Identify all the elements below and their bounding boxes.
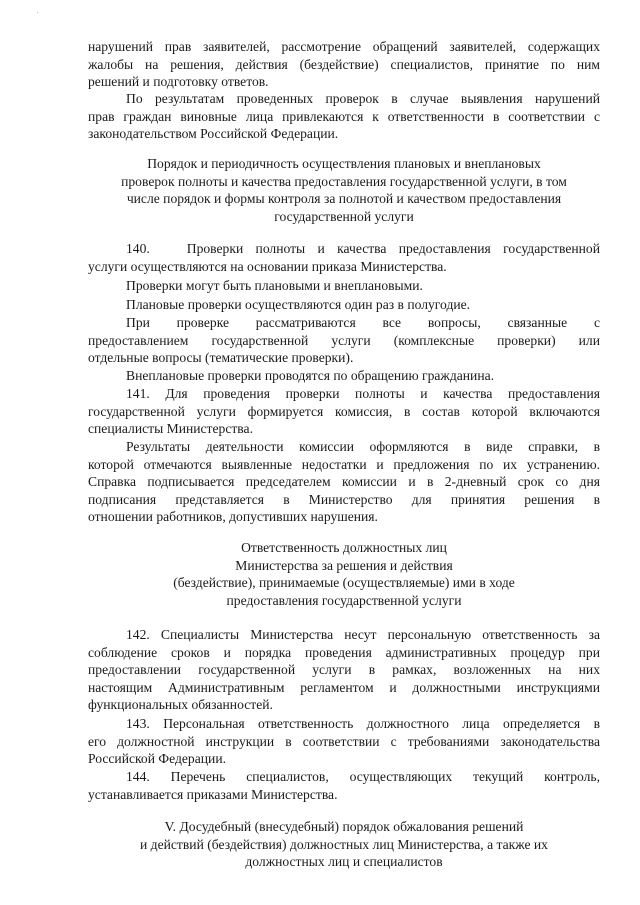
heading-line: (бездействие), принимаемые (осуществляемые) ими в ходе	[173, 575, 515, 590]
text-line: 143. Персональная ответственность должностного лица определяется в	[126, 716, 600, 731]
text-line: услуги осуществляются на основании приказа Министерства.	[88, 258, 447, 274]
text-line: При проверке рассматриваются все вопросы, связанные с	[126, 315, 600, 330]
heading-line: должностных лиц и специалистов	[245, 854, 443, 869]
text-line: соблюдение сроков и порядка проведения административных процедур при	[88, 644, 600, 660]
paragraph-141-results	[88, 438, 600, 526]
text-line: предоставлении государственной услуги в рамках, возложенных на них	[88, 662, 600, 677]
heading-line: числе порядок и формы контроля за полнотой и качеством предоставления	[126, 191, 562, 206]
heading-line: Порядок и периодичность осуществления плановых и внеплановых	[147, 156, 541, 171]
text-line: отдельные вопросы (тематические проверки).	[88, 350, 354, 365]
text-line: которой отмечаются выявленные недостатки и предложения по их устранению.	[88, 456, 600, 472]
text-line: 140. Проверки полноты и качества предоставления государственной	[126, 241, 600, 256]
text-line: предоставлением государственной услуги (комплексные проверки) или	[88, 332, 600, 348]
paragraph-144	[88, 768, 600, 803]
text-line: устанавливается приказами Министерства.	[88, 786, 338, 802]
text-line: решений и подготовку ответов.	[88, 74, 269, 89]
heading-line: проверок полноты и качества предоставления государственной услуги, в том	[121, 173, 567, 189]
heading-line: предоставления государственной услуги	[226, 592, 462, 608]
text-line: По результатам проведенных проверок в случае выявления нарушений	[126, 91, 600, 106]
text-line: жалобы на решения, действия (бездействие) специалистов, принятие по ним	[88, 56, 600, 72]
text-line: его должностной инструкции в соответствии с требованиями законодательства	[88, 733, 600, 749]
text-line: Внеплановые проверки проводятся по обращению гражданина.	[126, 368, 495, 383]
text-line: подписания представляется в Министерство для принятия решения в	[88, 491, 600, 507]
paragraph-results	[88, 90, 600, 143]
paragraph-141	[88, 385, 600, 438]
text-line: государственной услуги формируется комиссия, в состав которой включаются	[88, 403, 600, 419]
paragraph-140	[88, 240, 600, 275]
paragraph-140-planned	[88, 296, 600, 314]
text-line: прав граждан виновные лица привлекаются к ответственности в соответствии с	[88, 108, 600, 124]
text-line: 141. Для проведения проверки полноты и качества предоставления	[126, 386, 600, 401]
paragraph-140-scope	[88, 314, 600, 367]
text-line: Плановые проверки осуществляются один раз в полугодие.	[126, 297, 471, 312]
text-line: отношении работников, допустивших нарушения.	[88, 509, 378, 524]
heading-line: государственной услуги	[274, 208, 414, 224]
text-line: Проверки могут быть плановыми и внеплановыми.	[126, 278, 423, 293]
text-line: законодательством Российской Федерации.	[88, 126, 339, 141]
text-line: нарушений прав заявителей, рассмотрение обращений заявителей, содержащих	[88, 39, 600, 54]
paragraph-142	[88, 626, 600, 714]
text-line: настоящим Административным регламентом и должностными инструкциями	[88, 679, 600, 695]
text-line: Справка подписывается председателем комиссии и в 2-дневный срок со дня	[88, 474, 600, 489]
paragraph-continuation	[88, 38, 600, 91]
paragraph-140-types	[88, 277, 600, 295]
section-heading-appeal	[88, 818, 600, 871]
heading-line: и действий (бездействия) должностных лиц Министерства, а также их	[140, 836, 548, 852]
heading-line: Министерства за решения и действия	[235, 557, 453, 573]
text-line: Российской Федерации.	[88, 751, 226, 766]
paragraph-143	[88, 715, 600, 768]
section-heading-inspections	[88, 155, 600, 225]
text-line: Результаты деятельности комиссии оформляются в виде справки, в	[126, 439, 600, 454]
text-line: функциональных обязанностей.	[88, 697, 273, 712]
paragraph-140-unplanned	[88, 367, 600, 385]
heading-line: V. Досудебный (внесудебный) порядок обжалования решений	[164, 819, 524, 834]
text-line: 142. Специалисты Министерства несут персональную ответственность за	[126, 627, 600, 642]
text-line: специалисты Министерства.	[88, 421, 253, 436]
text-line: 144. Перечень специалистов, осуществляющих текущий контроль,	[126, 769, 600, 784]
heading-line: Ответственность должностных лиц	[241, 540, 447, 555]
scan-speck	[37, 12, 38, 13]
section-heading-responsibility	[88, 539, 600, 609]
